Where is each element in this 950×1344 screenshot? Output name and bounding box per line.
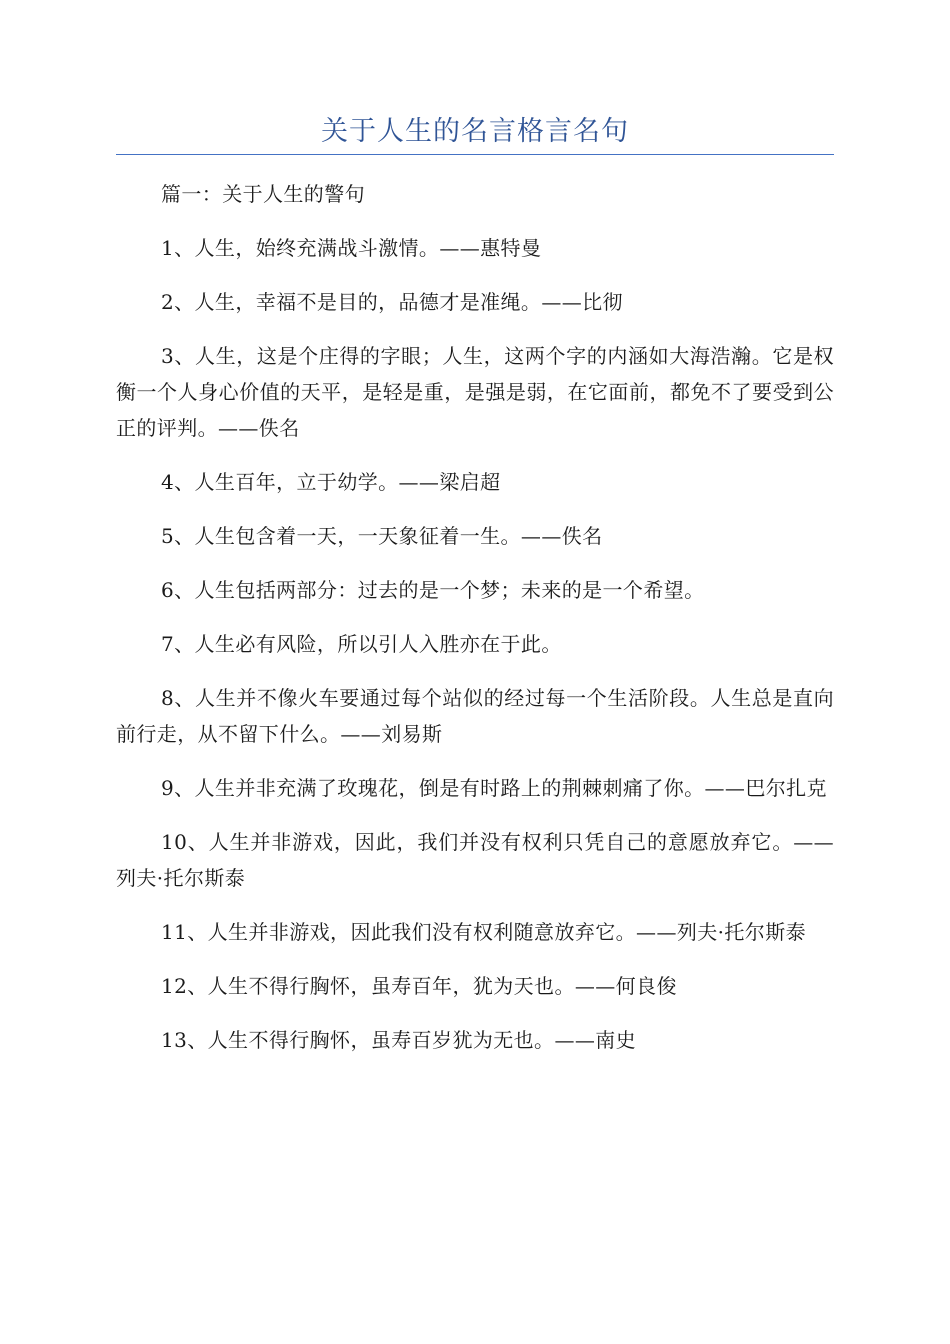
quote-paragraph: 13、人生不得行胸怀，虽寿百岁犹为无也。——南史 <box>161 1028 637 1052</box>
quote-paragraph: 12、人生不得行胸怀，虽寿百年，犹为天也。——何良俊 <box>161 974 677 998</box>
quote-paragraph: 10、人生并非游戏，因此，我们并没有权利只凭自己的意愿放弃它。——列夫·托尔斯泰 <box>116 830 834 890</box>
section-heading: 篇一：关于人生的警句 <box>161 182 365 206</box>
quote-paragraph: 9、人生并非充满了玫瑰花，倒是有时路上的荆棘刺痛了你。——巴尔扎克 <box>161 776 827 800</box>
quote-paragraph: 8、人生并不像火车要通过每个站似的经过每一个生活阶段。人生总是直向前行走，从不留下什么。——刘易斯 <box>116 686 834 746</box>
quote-paragraph: 7、人生必有风险，所以引人入胜亦在于此。 <box>161 632 562 656</box>
quote-paragraph: 5、人生包含着一天，一天象征着一生。——佚名 <box>161 524 603 548</box>
title-underline <box>116 154 834 155</box>
quote-paragraph: 2、人生，幸福不是目的，品德才是准绳。——比彻 <box>161 290 623 314</box>
quote-paragraph: 11、人生并非游戏，因此我们没有权利随意放弃它。——列夫·托尔斯泰 <box>161 920 807 944</box>
document-body <box>116 176 834 1076</box>
quote-paragraph: 6、人生包括两部分：过去的是一个梦；未来的是一个希望。 <box>161 578 705 602</box>
quote-paragraph: 1、人生，始终充满战斗激情。——惠特曼 <box>161 236 542 260</box>
quote-paragraph: 3、人生，这是个庄得的字眼；人生，这两个字的内涵如大海浩瀚。它是权衡一个人身心价值的天平，是轻是重，是强是弱，在它面前，都免不了要受到公正的评判。——佚名 <box>116 344 834 440</box>
document-title: 关于人生的名言格言名句 <box>321 116 629 147</box>
quote-paragraph: 4、人生百年，立于幼学。——梁启超 <box>161 470 501 494</box>
